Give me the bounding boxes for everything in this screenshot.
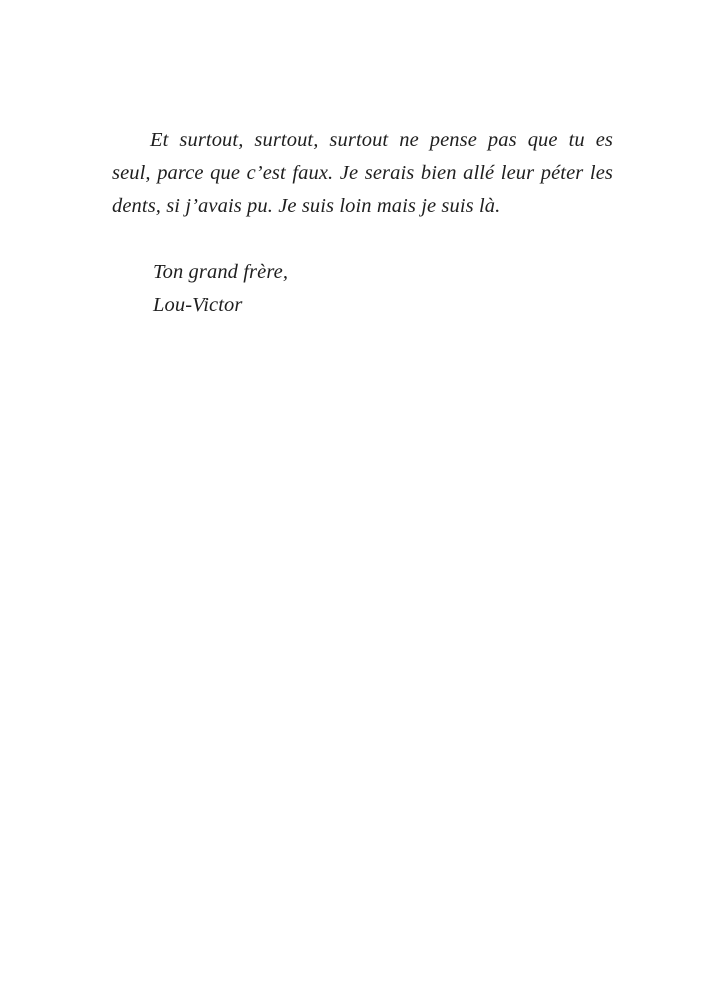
letter-paragraph-line-1: Et surtout, surtout, surtout ne pense pas que tu es [150,129,613,151]
letter-body [112,124,613,322]
signer-name: Lou-Victor [153,294,243,316]
letter-signature [153,256,613,322]
letter-paragraph-line-2: seul, parce que c’est faux. Je serais bien allé leur péter les [112,162,613,184]
letter-paragraph-line-3: dents, si j’avais pu. Je suis loin mais je suis là. [112,195,501,217]
closing-line: Ton grand frère, [153,261,289,283]
